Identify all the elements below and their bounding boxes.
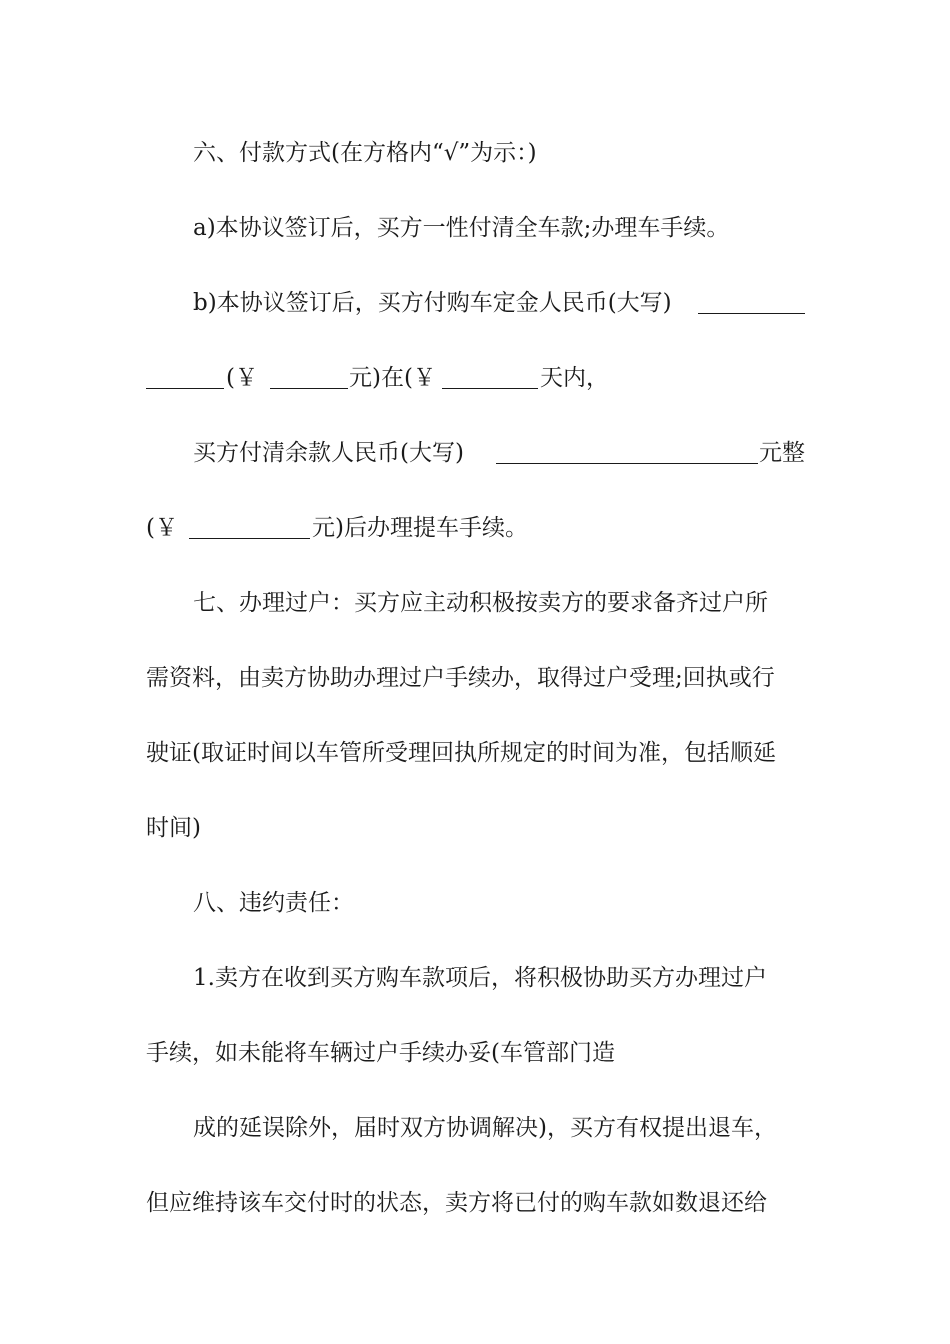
clause-7-text-2: 需资料，由卖方协助办理过户手续办，取得过户受理;回执或行	[146, 665, 775, 691]
clause-8-item-1-text-1: 1.卖方在收到买方购车款项后，将积极协助买方办理过户	[193, 965, 767, 991]
balance-amount-blank	[496, 463, 758, 464]
deposit-figure-blank	[270, 388, 348, 389]
balance-unit-label: 元整	[759, 440, 805, 466]
deposit-amount-blank-continued	[146, 388, 224, 389]
clause-6-heading-text: 六、付款方式(在方格内“√”为示：)	[193, 140, 537, 166]
clause-8-heading-text: 八、违约责任：	[193, 890, 354, 916]
clause-8-item-1-text-2: 手续，如未能将车辆过户手续办妥(车管部门造	[146, 1040, 615, 1066]
option-a-text-content: a)本协议签订后，买方一性付清全车款;办理车手续。	[193, 215, 730, 241]
deposit-days-label: 元)在(￥	[349, 365, 436, 391]
within-days-label: 天内，	[540, 365, 609, 391]
deposit-amount-blank	[698, 313, 805, 314]
deposit-figure-open: (￥	[226, 365, 258, 391]
balance-figure-open: (￥	[146, 515, 178, 541]
clause-7-text-4: 时间)	[146, 815, 201, 841]
option-b-text-content: b)本协议签订后，买方付购车定金人民币(大写)	[193, 290, 672, 316]
clause-7-text-1: 七、办理过户：买方应主动积极按卖方的要求备齐过户所	[193, 590, 768, 616]
clause-8-item-1-text-4: 但应维持该车交付时的状态，卖方将已付的购车款如数退还给	[146, 1190, 767, 1216]
balance-figure-blank	[189, 538, 310, 539]
clause-7-text-3: 驶证(取证时间以车管所受理回执所规定的时间为准，包括顺延	[146, 740, 776, 766]
days-figure-blank	[442, 388, 538, 389]
pickup-text: 元)后办理提车手续。	[312, 515, 528, 541]
balance-label: 买方付清余款人民币(大写)	[193, 440, 464, 466]
clause-8-item-1-text-3: 成的延误除外，届时双方协调解决)，买方有权提出退车，	[193, 1115, 777, 1141]
